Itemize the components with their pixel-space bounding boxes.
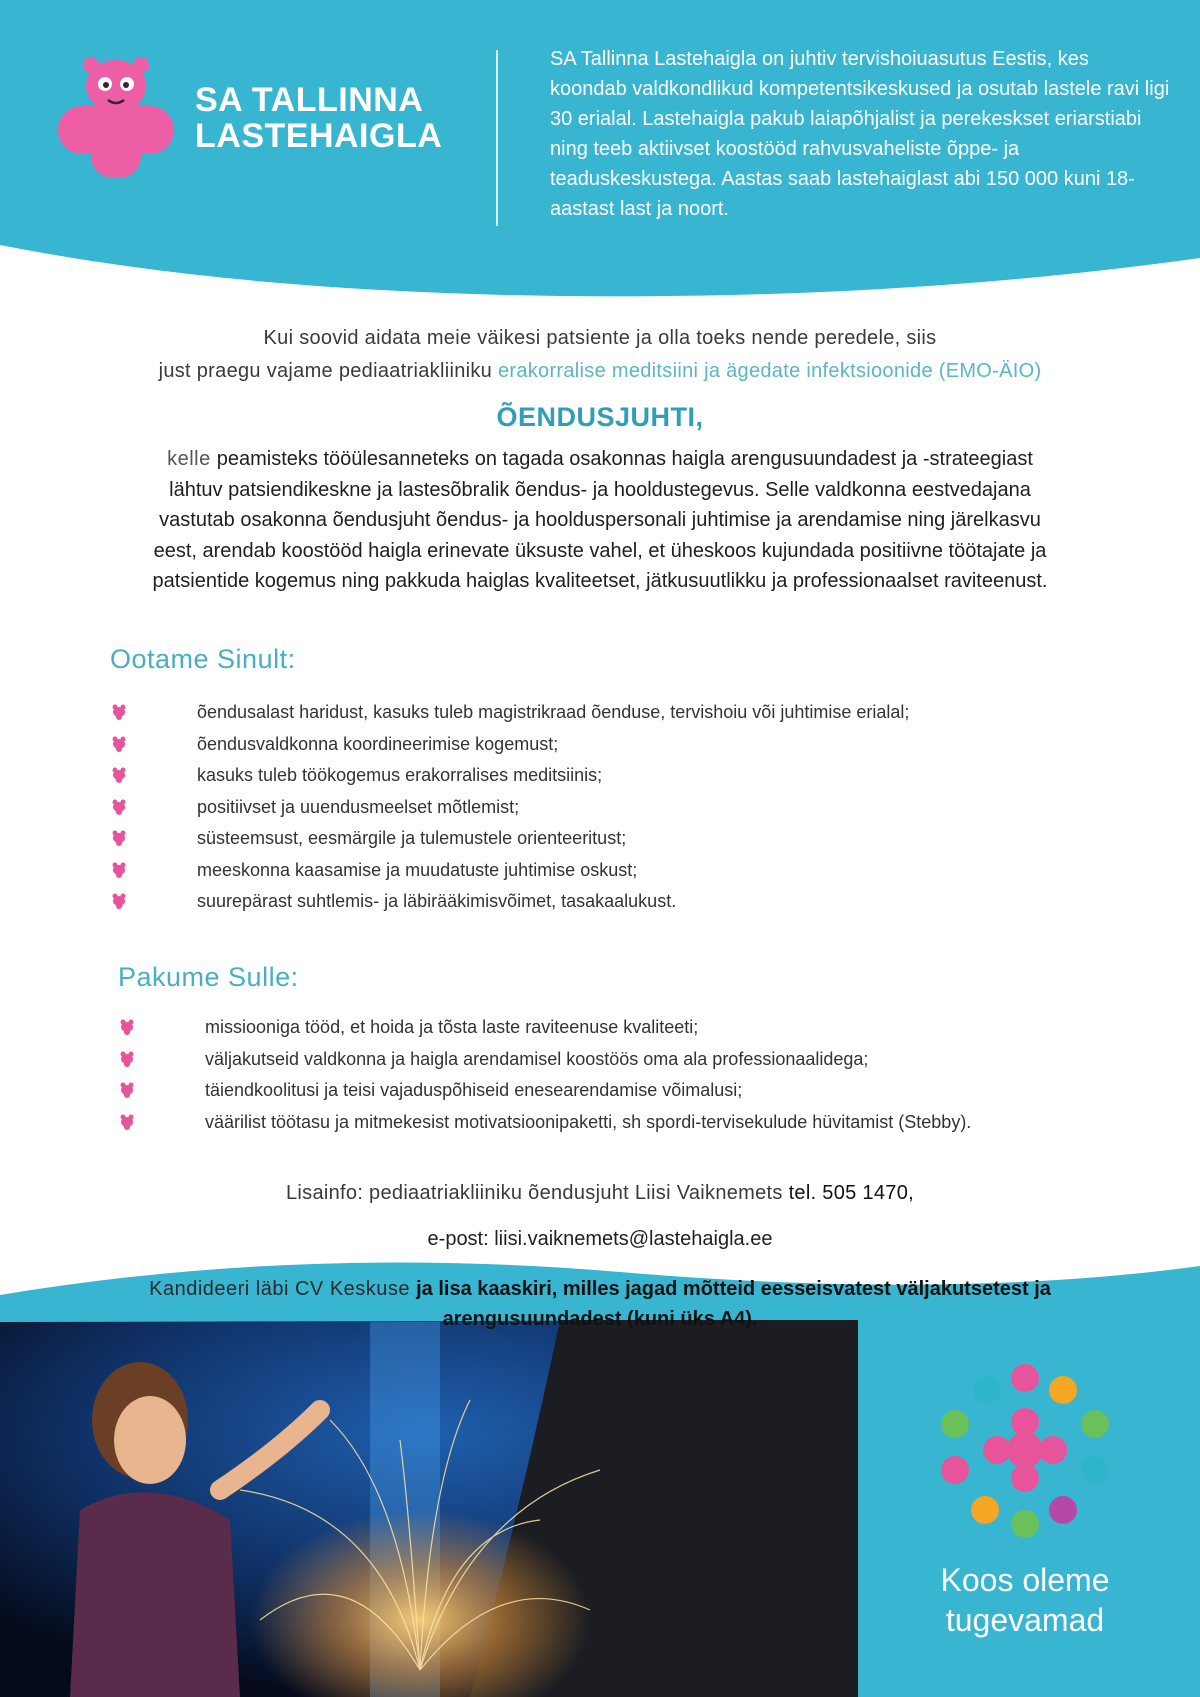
slogan-line1: Koos oleme	[940, 1562, 1110, 1598]
pink-bear-bullet-icon	[110, 830, 128, 846]
intro-paragraph: SA Tallinna Lastehaigla on juhtiv tervishoiuasutus Eestis, kes koondab valdkondlikud kompetentsikeskused ja osutab lastele ravi ligi 30 erialal. Lastehaigla pakub laiapõhjalist ja perekeskset eriarstiabi ning teeb aktiivset koostööd rahvusvaheliste õppe- ja teaduskeskustega. Aastas saab lastehaiglast abi 150 000 kuni 18-aastast last ja noort.	[550, 48, 1170, 220]
pink-bear-bullet-icon	[118, 1114, 136, 1130]
pink-bear-bullet-icon	[118, 1051, 136, 1067]
pink-bear-bullet-icon	[110, 736, 128, 752]
contact-email-line	[0, 1228, 1200, 1251]
requirement-item	[110, 886, 990, 918]
colorful-bears-emblem-icon	[935, 1360, 1115, 1540]
fiber-optic-play-photo	[0, 1290, 858, 1697]
contact-phone: tel. 505 1470,	[788, 1182, 914, 1204]
pink-bear-bullet-icon	[110, 862, 128, 878]
department-name: erakorralise meditsiini ja ägedate infektsioonide (EMO-ÄIO)	[497, 360, 1042, 382]
requirement-item-text: positiivset ja uuendusmeelset mõtlemist;	[197, 796, 520, 817]
contact-person: Lisainfo: pediaatriakliiniku õendusjuht Liisi Vaiknemets	[286, 1182, 789, 1204]
job-description	[140, 444, 1060, 597]
pink-bear-bullet-icon	[110, 704, 128, 720]
pink-bear-bullet-icon	[110, 799, 128, 815]
header-divider	[496, 50, 498, 226]
pink-bear-bullet-icon	[118, 1082, 136, 1098]
requirement-item-text: süsteemsust, eesmärgile ja tulemustele orienteeritust;	[197, 828, 627, 848]
pink-bear-bullet-icon	[118, 1019, 136, 1035]
requirement-item	[110, 760, 990, 792]
apply-prefix: Kandideeri läbi CV Keskuse	[149, 1278, 417, 1300]
job-description-prefix: kelle	[167, 448, 217, 470]
lead-line-2-prefix: just praegu vajame pediaatriakliiniku	[158, 360, 498, 382]
offer-item	[118, 1075, 1018, 1107]
logo-text-line2: LASTEHAIGLA	[195, 117, 443, 155]
requirement-item-text: suurepärast suhtlemis- ja läbirääkimisvõimet, tasakaalukust.	[197, 891, 677, 911]
requirement-item	[110, 792, 990, 824]
slogan	[880, 1560, 1170, 1640]
offer-item-text: väljakutseid valdkonna ja haigla arendamisel koostöös oma ala professionaalidega;	[205, 1048, 869, 1069]
offer-item	[118, 1012, 1018, 1044]
apply-details: ja lisa kaaskiri, milles jagad mõtteid eesseisvatest väljakutsetest ja arengusuundadest (kuni üks A4).	[416, 1278, 1051, 1330]
lead-line-1: Kui soovid aidata meie väikesi patsiente ja olla toeks nende peredele, siis	[263, 327, 937, 349]
pink-bear-bullet-icon	[110, 767, 128, 783]
requirement-item	[110, 729, 990, 761]
requirement-item	[110, 855, 990, 887]
apply-instructions	[100, 1274, 1100, 1334]
job-title: ÕENDUSJUHTI,	[496, 402, 704, 432]
offer-item-text: missiooniga tööd, et hoida ja tõsta laste raviteenuse kvaliteeti;	[205, 1017, 699, 1037]
contact-email[interactable]: liisi.vaiknemets@lastehaigla.ee	[494, 1228, 773, 1250]
offer-item	[118, 1044, 1018, 1076]
offer-title: Pakume Sulle:	[118, 962, 299, 992]
offer-list	[118, 1012, 1018, 1138]
requirements-title: Ootame Sinult:	[110, 644, 296, 674]
logo-text-line1: SA TALLINNA	[195, 81, 424, 119]
requirement-item-text: meeskonna kaasamise ja muudatuste juhtimise oskust;	[197, 859, 638, 880]
contact-email-label: e-post:	[427, 1228, 495, 1250]
requirement-item-text: kasuks tuleb töökogemus erakorralises meditsiinis;	[197, 765, 603, 785]
lead-line-2	[60, 355, 1140, 388]
requirements-list	[110, 697, 990, 918]
requirement-item	[110, 823, 990, 855]
contact-info	[0, 1182, 1200, 1205]
requirement-item	[110, 697, 990, 729]
slogan-line2: tugevamad	[945, 1602, 1105, 1638]
requirement-item-text: õendusvaldkonna koordineerimise kogemust;	[197, 733, 559, 754]
job-description-body: peamisteks tööülesanneteks on tagada osakonnas haigla arengusuundadest ja -strateegiast lähtuv patsiendikeskne ja lastesõbralik õendus- ja hooldustegevus. Selle valdkonna eestvedajana vastutab osakonna õendusjuht õendus- ja hoolduspersonali juhtimise ja arendamise ning järelkasvu eest, arendab koostööd haigla erinevate üksuste vahel, et üheskoos kujundada positiivne töötajate ja patsientide kogemus ning pakkuda haiglas kvaliteetset, jätkusuutlikku ja professionaalset raviteenust.	[152, 448, 1048, 592]
offer-item-text: täiendkoolitusi ja teisi vajaduspõhiseid enesearendamise võimalusi;	[205, 1080, 743, 1100]
pink-bear-bullet-icon	[110, 893, 128, 909]
offer-item-text: väärilist töötasu ja mitmekesist motivatsioonipaketti, sh spordi-tervisekulude hüvitamist (Stebby).	[205, 1111, 972, 1132]
requirement-item-text: õendusalast haridust, kasuks tuleb magistrikraad õenduse, tervishoiu või juhtimise erialal;	[197, 702, 910, 722]
offer-item	[118, 1107, 1018, 1139]
lead-text	[60, 322, 1140, 388]
